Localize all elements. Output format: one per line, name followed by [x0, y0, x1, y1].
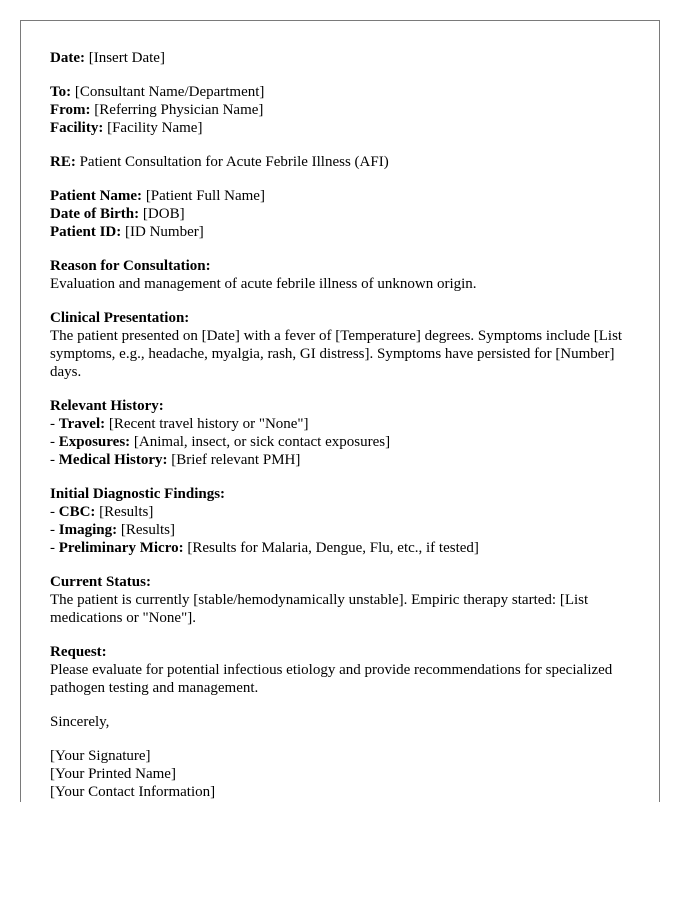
- history-item-value: [Recent travel history or "None"]: [105, 416, 309, 432]
- patient-id-line: [50, 223, 640, 241]
- status-section: [50, 573, 640, 627]
- status-heading: [50, 573, 640, 591]
- letter-page: [20, 20, 660, 802]
- from-value: [Referring Physician Name]: [94, 102, 264, 118]
- diagnostics-item-label: Imaging:: [58, 522, 118, 538]
- history-heading: [50, 397, 640, 415]
- diagnostics-item-imaging: [50, 521, 640, 539]
- to-value: [Consultant Name/Department]: [74, 84, 265, 100]
- diagnostics-item-micro: [50, 539, 640, 557]
- list-dash: -: [50, 434, 59, 450]
- reason-section: [50, 257, 640, 293]
- to-label: To:: [50, 84, 72, 100]
- diagnostics-item-value: [Results]: [95, 504, 154, 520]
- signature-line: [Your Signature]: [50, 748, 151, 764]
- diagnostics-item-value: [Results]: [117, 522, 176, 538]
- diagnostics-heading-text: Initial Diagnostic Findings:: [50, 486, 226, 502]
- routing-block: [50, 83, 640, 137]
- clinical-heading-text: Clinical Presentation:: [50, 310, 190, 326]
- patient-id-value: [ID Number]: [125, 224, 204, 240]
- facility-value: [Facility Name]: [107, 120, 203, 136]
- clinical-section: [50, 309, 640, 381]
- request-text: Please evaluate for potential infectious etiology and provide recommendations for specialized pathogen testing and management.: [50, 662, 613, 696]
- history-item-label: Exposures:: [58, 434, 131, 450]
- signature-block: [50, 747, 640, 801]
- status-heading-text: Current Status:: [50, 574, 151, 590]
- diagnostics-item-label: CBC:: [58, 504, 96, 520]
- request-heading-text: Request:: [50, 644, 107, 660]
- history-item-travel: [50, 415, 640, 433]
- dob-line: [50, 205, 640, 223]
- salutation-block: [50, 713, 640, 731]
- list-dash: -: [50, 504, 59, 520]
- re-value: Patient Consultation for Acute Febrile Illness (AFI): [79, 154, 389, 170]
- reason-text: Evaluation and management of acute febrile illness of unknown origin.: [50, 276, 477, 292]
- contact-line: [Your Contact Information]: [50, 784, 216, 800]
- facility-label: Facility:: [50, 120, 104, 136]
- patient-name-line: [50, 187, 640, 205]
- date-label: Date:: [50, 50, 85, 66]
- re-label: RE:: [50, 154, 76, 170]
- re-block: [50, 153, 640, 171]
- history-section: [50, 397, 640, 469]
- to-line: [50, 83, 640, 101]
- history-item-value: [Brief relevant PMH]: [167, 452, 301, 468]
- diagnostics-item-value: [Results for Malaria, Dengue, Flu, etc., if tested]: [183, 540, 479, 556]
- patient-name-value: [Patient Full Name]: [145, 188, 265, 204]
- clinical-heading: [50, 309, 640, 327]
- diagnostics-heading: [50, 485, 640, 503]
- from-label: From:: [50, 102, 91, 118]
- list-dash: -: [50, 416, 59, 432]
- dob-value: [DOB]: [142, 206, 185, 222]
- list-dash: -: [50, 452, 59, 468]
- history-heading-text: Relevant History:: [50, 398, 164, 414]
- list-dash: -: [50, 540, 59, 556]
- re-line: [50, 153, 640, 171]
- printed-name-line: [Your Printed Name]: [50, 766, 176, 782]
- list-dash: -: [50, 522, 59, 538]
- history-item-exposures: [50, 433, 640, 451]
- date-line: [50, 49, 640, 67]
- reason-heading: [50, 257, 640, 275]
- date-block: [50, 49, 640, 67]
- history-item-label: Travel:: [58, 416, 106, 432]
- from-line: [50, 101, 640, 119]
- diagnostics-section: [50, 485, 640, 557]
- reason-heading-text: Reason for Consultation:: [50, 258, 211, 274]
- date-value: [Insert Date]: [88, 50, 165, 66]
- facility-line: [50, 119, 640, 137]
- diagnostics-item-label: Preliminary Micro:: [58, 540, 184, 556]
- patient-block: [50, 187, 640, 241]
- patient-name-label: Patient Name:: [50, 188, 143, 204]
- patient-id-label: Patient ID:: [50, 224, 122, 240]
- dob-label: Date of Birth:: [50, 206, 140, 222]
- diagnostics-item-cbc: [50, 503, 640, 521]
- request-heading: [50, 643, 640, 661]
- status-text: The patient is currently [stable/hemodynamically unstable]. Empiric therapy started: [List medications or "None"].: [50, 592, 589, 626]
- clinical-text: The patient presented on [Date] with a fever of [Temperature] degrees. Symptoms include [List symptoms, e.g., headache, myalgia, rash, GI distress]. Symptoms have persisted for [Number] days.: [50, 328, 623, 380]
- letter-content: [50, 49, 640, 817]
- salutation: Sincerely,: [50, 714, 110, 730]
- history-item-medical: [50, 451, 640, 469]
- history-item-label: Medical History:: [58, 452, 168, 468]
- history-item-value: [Animal, insect, or sick contact exposures]: [130, 434, 391, 450]
- request-section: [50, 643, 640, 697]
